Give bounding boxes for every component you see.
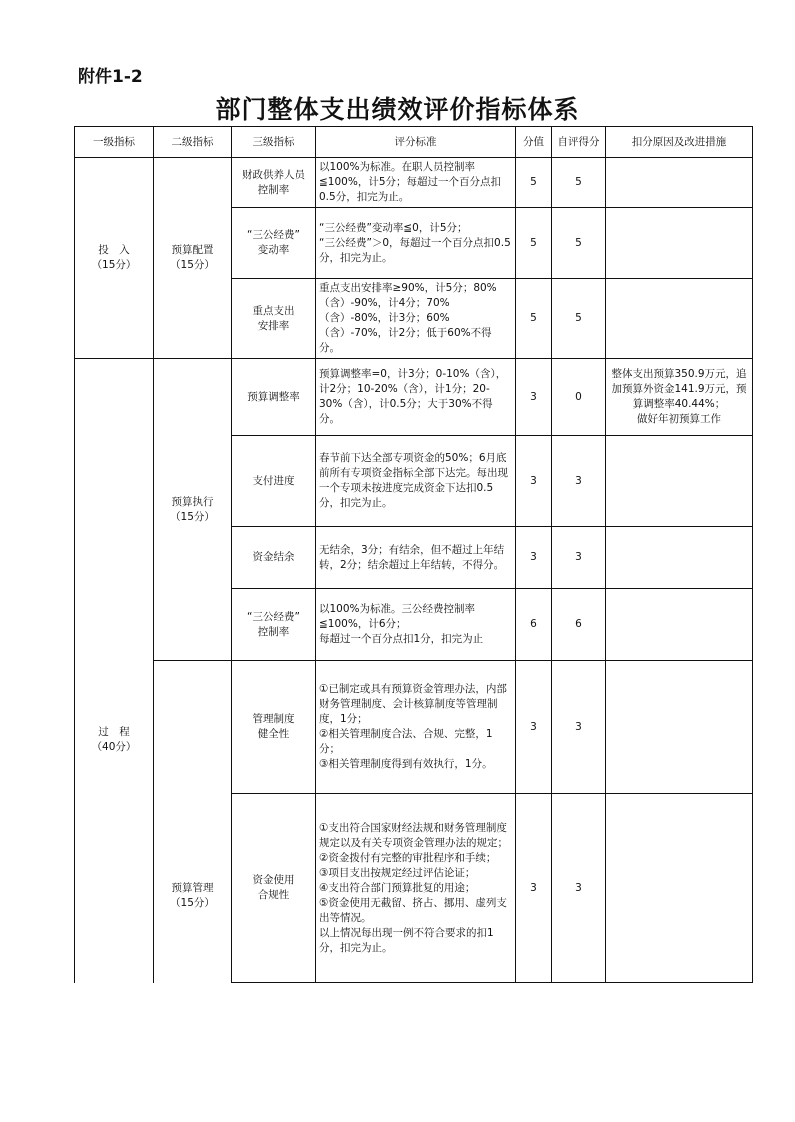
reason-cell xyxy=(606,279,753,359)
standard-cell: 无结余，3分；有结余，但不超过上年结转，2分；结余超过上年结转，不得分。 xyxy=(316,527,516,589)
reason-cell: 整体支出预算350.9万元，追加预算外资金141.9万元，预算调整率40.44%； 做好年初预算工作 xyxy=(606,359,753,436)
indicator-cell: 财政供养人员 控制率 xyxy=(232,158,316,208)
header-standard: 评分标准 xyxy=(316,127,516,158)
score-cell: 3 xyxy=(516,661,552,794)
standard-cell: 预算调整率=0，计3分；0-10%（含），计2分；10-20%（含），计1分；20-30%（含），计0.5分；大于30%不得分。 xyxy=(316,359,516,436)
indicator-cell: 资金使用 合规性 xyxy=(232,794,316,983)
attachment-label: 附件1-2 xyxy=(78,67,143,87)
self-score-cell: 3 xyxy=(552,527,606,589)
page-title: 部门整体支出绩效评价指标体系 xyxy=(215,95,580,124)
indicator-cell: 管理制度 健全性 xyxy=(232,661,316,794)
table-row xyxy=(75,359,753,436)
indicator-cell: “三公经费” 变动率 xyxy=(232,208,316,279)
self-score-cell: 3 xyxy=(552,794,606,983)
standard-cell: ①已制定或具有预算资金管理办法，内部财务管理制度、会计核算制度等管理制度，1分； ②相关管理制度合法、合规、完整，1分； ③相关管理制度得到有效执行，1分。 xyxy=(316,661,516,794)
score-cell: 3 xyxy=(516,436,552,527)
table-row xyxy=(75,661,753,794)
indicator-table xyxy=(74,126,753,983)
self-score-cell: 5 xyxy=(552,158,606,208)
score-cell: 5 xyxy=(516,208,552,279)
reason-cell xyxy=(606,158,753,208)
table-header-row xyxy=(75,127,753,158)
reason-cell xyxy=(606,589,753,661)
header-self-score: 自评得分 xyxy=(552,127,606,158)
reason-cell xyxy=(606,527,753,589)
level1-cell-input: 投 入 （15分） xyxy=(75,158,154,359)
reason-cell xyxy=(606,794,753,983)
score-cell: 5 xyxy=(516,279,552,359)
header-score: 分值 xyxy=(516,127,552,158)
indicator-cell: 预算调整率 xyxy=(232,359,316,436)
score-cell: 3 xyxy=(516,359,552,436)
score-cell: 3 xyxy=(516,794,552,983)
self-score-cell: 0 xyxy=(552,359,606,436)
self-score-cell: 3 xyxy=(552,661,606,794)
header-level2: 二级指标 xyxy=(154,127,232,158)
level2-cell-budget-execution: 预算执行 （15分） xyxy=(154,359,232,661)
standard-cell: ①支出符合国家财经法规和财务管理制度规定以及有关专项资金管理办法的规定； ②资金拨付有完整的审批程序和手续； ③项目支出按规定经过评估论证； ④支出符合部门预算批复的用途； ⑤资金使用无截留、挤占、挪用、虚列支出等情况。 以上情况每出现一例不符合要求的扣1分，扣完为止。 xyxy=(316,794,516,983)
score-cell: 3 xyxy=(516,527,552,589)
indicator-cell: 资金结余 xyxy=(232,527,316,589)
reason-cell xyxy=(606,208,753,279)
standard-cell: 以100%为标准。三公经费控制率≦100%，计6分； 每超过一个百分点扣1分，扣完为止 xyxy=(316,589,516,661)
indicator-cell: 重点支出 安排率 xyxy=(232,279,316,359)
self-score-cell: 6 xyxy=(552,589,606,661)
level2-cell-budget-management: 预算管理 （15分） xyxy=(154,661,232,983)
header-reason: 扣分原因及改进措施 xyxy=(606,127,753,158)
header-level1: 一级指标 xyxy=(75,127,154,158)
reason-cell xyxy=(606,436,753,527)
score-cell: 6 xyxy=(516,589,552,661)
indicator-cell: “三公经费” 控制率 xyxy=(232,589,316,661)
level1-cell-process: 过 程 （40分） xyxy=(75,359,154,983)
standard-cell: 以100%为标准。在职人员控制率≦100%，计5分；每超过一个百分点扣0.5分，扣完为止。 xyxy=(316,158,516,208)
self-score-cell: 3 xyxy=(552,436,606,527)
level2-cell-budget-allocation: 预算配置 （15分） xyxy=(154,158,232,359)
indicator-cell: 支付进度 xyxy=(232,436,316,527)
table-row xyxy=(75,158,753,208)
header-level3: 三级指标 xyxy=(232,127,316,158)
score-cell: 5 xyxy=(516,158,552,208)
self-score-cell: 5 xyxy=(552,208,606,279)
standard-cell: “三公经费”变动率≦0，计5分； “三公经费”＞0，每超过一个百分点扣0.5分，扣完为止。 xyxy=(316,208,516,279)
standard-cell: 春节前下达全部专项资金的50%；6月底前所有专项资金指标全部下达完。每出现一个专项未按进度完成资金下达扣0.5分，扣完为止。 xyxy=(316,436,516,527)
standard-cell: 重点支出安排率≥90%，计5分；80%（含）-90%，计4分；70%（含）-80%，计3分；60%（含）-70%，计2分；低于60%不得分。 xyxy=(316,279,516,359)
self-score-cell: 5 xyxy=(552,279,606,359)
reason-cell xyxy=(606,661,753,794)
